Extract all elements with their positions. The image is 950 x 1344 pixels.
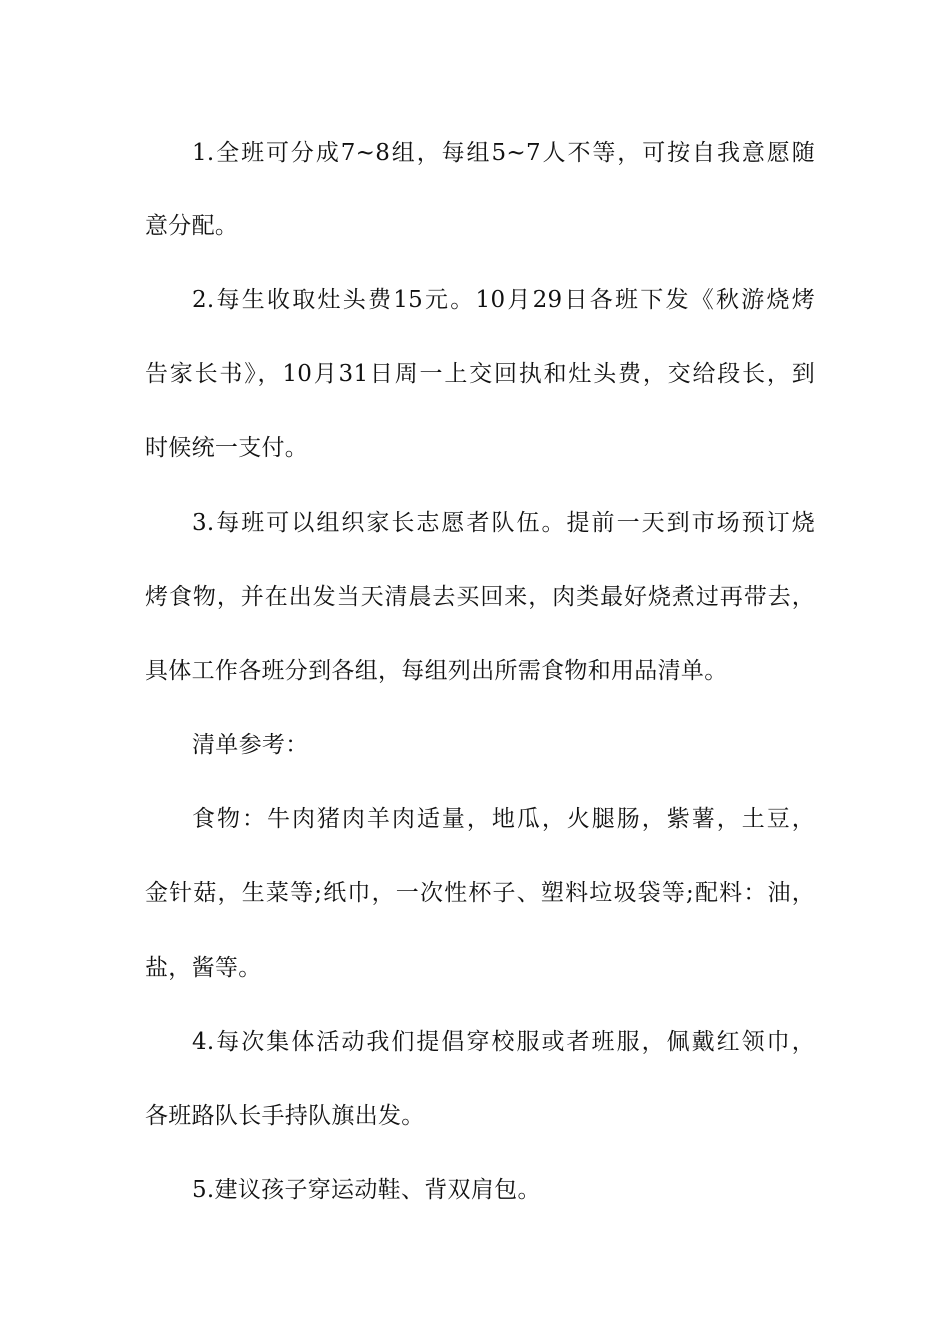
paragraph-3-line-1: 3.每班可以组织家长志愿者队伍。提前一天到市场预订烧: [192, 510, 815, 536]
paragraph-2-line-1: 2.每生收取灶头费15元。10月29日各班下发《秋游烧烤: [192, 287, 815, 313]
paragraph-3-line-2: 烤食物，并在出发当天清晨去买回来，肉类最好烧煮过再带去，: [145, 584, 815, 610]
paragraph-5-line-1: 5.建议孩子穿运动鞋、背双肩包。: [192, 1177, 541, 1203]
paragraph-1-line-2: 意分配。: [145, 213, 239, 239]
paragraph-1-line-1: 1.全班可分成7~8组，每组5~7人不等，可按自我意愿随: [192, 140, 815, 166]
list-heading: 清单参考：: [192, 732, 309, 758]
paragraph-food-line-2: 金针菇，生菜等;纸巾，一次性杯子、塑料垃圾袋等;配料：油，: [145, 880, 815, 906]
paragraph-food-line-3: 盐，酱等。: [145, 955, 262, 981]
paragraph-2-line-3: 时候统一支付。: [145, 435, 309, 461]
paragraph-food-line-1: 食物：牛肉猪肉羊肉适量，地瓜，火腿肠，紫薯，土豆，: [192, 806, 815, 832]
paragraph-4-line-2: 各班路队长手持队旗出发。: [145, 1103, 425, 1129]
paragraph-4-line-1: 4.每次集体活动我们提倡穿校服或者班服，佩戴红领巾，: [192, 1029, 815, 1055]
paragraph-3-line-3: 具体工作各班分到各组，每组列出所需食物和用品清单。: [145, 658, 728, 684]
paragraph-2-line-2: 告家长书》，10月31日周一上交回执和灶头费，交给段长，到: [145, 361, 815, 387]
